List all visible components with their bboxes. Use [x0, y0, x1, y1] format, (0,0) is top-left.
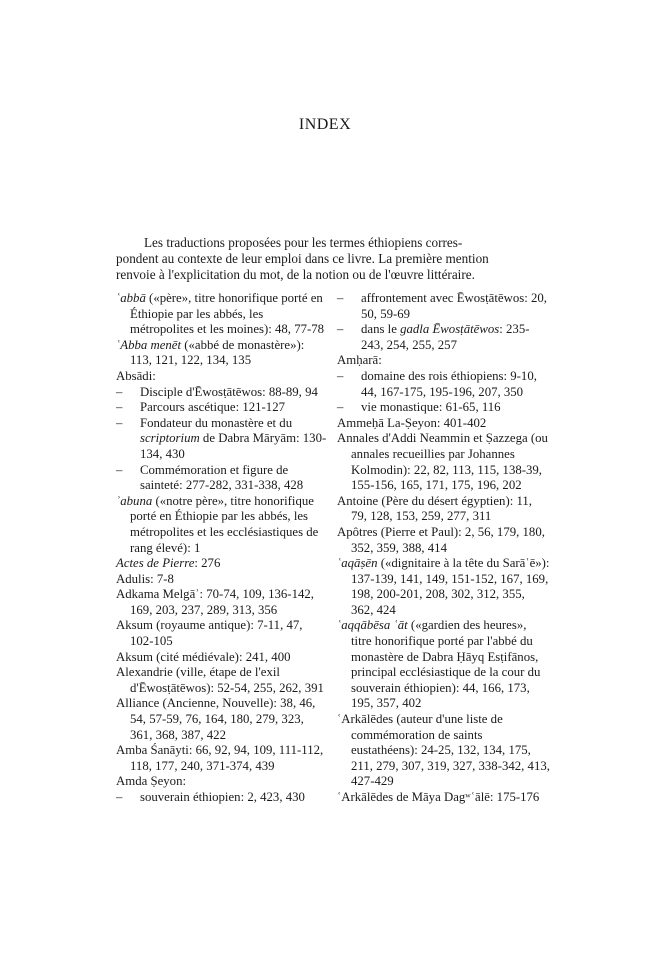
index-entry: [337, 618, 550, 712]
index-text: affrontement avec Ēwosṭātēwos: 20, 50, 59-69: [361, 291, 547, 321]
index-text: Disciple d'Ēwosṭātēwos: 88-89, 94: [140, 384, 318, 399]
index-text: souverain éthiopien: 2, 423, 430: [140, 790, 305, 804]
index-entry: [116, 572, 329, 588]
subentry-dash: –: [116, 790, 123, 804]
index-entry: [116, 696, 329, 743]
index-entry: [116, 743, 329, 774]
index-text: Adulis: 7-8: [116, 571, 174, 586]
index-subentry: [337, 400, 550, 416]
index-text: Amda Ṣeyon:: [116, 774, 187, 789]
intro-paragraph: [116, 235, 552, 283]
subentry-dash: –: [337, 291, 344, 305]
index-text: Aksum (royaume antique): 7-11, 47, 102-105: [116, 618, 303, 649]
index-entry: [337, 416, 550, 432]
intro-line: Les traductions proposées pour les termes éthiopiens corres-: [144, 235, 463, 250]
index-text: Alliance (Ancienne, Nouvelle): 38, 46, 54, 57-59, 76, 164, 180, 279, 323, 361, 368, 387, 422: [116, 696, 316, 742]
index-entry: [337, 712, 550, 790]
index-column-left: [116, 291, 329, 806]
intro-line: pondent au contexte de leur emploi dans ce livre. La première mention: [116, 251, 489, 266]
index-text: Amba Śanāyti: 66, 92, 94, 109, 111-112, 118, 177, 240, 371-374, 439: [116, 743, 324, 773]
index-entry: [116, 587, 329, 618]
index-text: ʿArkālēdes (auteur d'une liste de commémoration de saints eustathéens): 24-25, 132, 134, 175, 211, 279, 307, 319, 327, 338-342, 413, 427-429: [337, 712, 550, 789]
subentry-dash: –: [116, 400, 123, 415]
index-text: ʿArkālēdes de Māya Dagʷʿālē: 175-176: [337, 790, 540, 804]
index-text: Alexandrie (ville, étape de l'exil d'Ēwosṭātēwos): 52-54, 255, 262, 391: [116, 665, 324, 695]
index-entry: [337, 556, 550, 618]
index-text: Ammeḥā La-Ṣeyon: 401-402: [337, 415, 487, 430]
intro-line: renvoie à l'explicitation du mot, de la notion ou de l'œuvre littéraire.: [116, 267, 475, 282]
index-text: («abbé de monastère»): 113, 121, 122, 134, 135: [130, 337, 305, 368]
index-subentry: [116, 400, 329, 416]
index-text: Actes de Pierre: [116, 556, 195, 571]
index-text: Aksum (cité médiévale): 241, 400: [116, 649, 291, 664]
page-title: INDEX: [298, 116, 352, 133]
index-text: Parcours ascétique: 121-127: [140, 400, 285, 415]
index-subentry: [337, 322, 550, 353]
index-entry: [116, 556, 329, 572]
index-column-right: [337, 291, 550, 806]
index-text: scriptorium: [140, 431, 200, 446]
index-text: («gardien des heures», titre honorifique porté par l'abbé du monastère de Dabra Ḥāyq Esṭifānos, principal ecclésiastique de la cour du souverain éthiopien): 44, 166, 173, 195, 357, 402: [351, 618, 541, 711]
index-text: de Dabra Māryām: 130-134, 430: [140, 431, 327, 461]
index-entry: [337, 431, 550, 493]
index-subentry: [116, 790, 329, 806]
index-entry: [337, 790, 550, 806]
index-text: Absādi:: [116, 368, 156, 383]
subentry-dash: –: [337, 368, 344, 383]
index-entry: [116, 650, 329, 666]
index-text: dans le: [361, 322, 401, 337]
index-text: domaine des rois éthiopiens: 9-10, 44, 167-175, 195-196, 207, 350: [361, 368, 537, 399]
subentry-dash: –: [337, 322, 344, 337]
index-subentry: [116, 416, 329, 463]
index-entry: [116, 665, 329, 696]
index-text: ʿabbā: [116, 291, 146, 305]
index-subentry: [116, 385, 329, 401]
subentry-dash: –: [337, 400, 344, 415]
index-text: Apôtres (Pierre et Paul): 2, 56, 179, 180, 352, 359, 388, 414: [337, 524, 545, 555]
index-subentry: [337, 291, 550, 322]
index-text: : 235-243, 254, 255, 257: [361, 322, 530, 352]
index-entry: [116, 338, 329, 369]
index-entry: [116, 774, 329, 790]
index-text: Antoine (Père du désert égyptien): 11, 79, 128, 153, 259, 277, 311: [337, 493, 532, 524]
subentry-dash: –: [116, 462, 123, 477]
subentry-dash: –: [116, 384, 123, 399]
index-entry: [116, 291, 329, 338]
index-text: («père», titre honorifique porté en Éthiopie par les abbés, les métropolites et les moines): 48, 77-78: [130, 291, 325, 337]
index-text: ʾabuna: [116, 493, 153, 508]
index-text: Annales d'Addi Neammin et Ṣazzega (ou annales recueillies par Johannes Kolmodin): 22, 82, 113, 115, 138-39, 155-156, 165, 171, 175, 196, 202: [337, 431, 548, 493]
index-text: vie monastique: 61-65, 116: [361, 400, 501, 415]
index-text: Amḥarā:: [337, 353, 382, 368]
index-text: Adkama Melgāʾ: 70-74, 109, 136-142, 169, 203, 237, 289, 313, 356: [116, 587, 314, 617]
index-subentry: [337, 369, 550, 400]
index-text: ʿaqāṣēn: [337, 556, 378, 571]
index-entry: [116, 494, 329, 556]
index-text: gadla Ēwosṭātēwos: [400, 322, 500, 337]
index-entry: [337, 494, 550, 525]
index-entry: [116, 369, 329, 385]
index-text: Fondateur du monastère et du: [140, 415, 293, 430]
index-text: ʿAbba menēt: [116, 337, 182, 352]
index-text: ʿaqqābēsa ʿāt: [337, 618, 408, 633]
index-text: Commémoration et figure de sainteté: 277-282, 331-338, 428: [140, 462, 304, 493]
index-text: : 276: [194, 556, 221, 571]
index-entry: [116, 618, 329, 649]
index-text: («dignitaire à la tête du Sarāʿē»): 137-139, 141, 149, 151-152, 167, 169, 198, 200-201, 208, 302, 312, 355, 362, 424: [351, 556, 550, 617]
subentry-dash: –: [116, 415, 123, 430]
index-entry: [337, 525, 550, 556]
index-subentry: [116, 463, 329, 494]
index-entry: [337, 353, 550, 369]
index-text: («notre père», titre honorifique porté en Éthiopie par les abbés, les métropolites et les ecclésiastiques de rang élevé): 1: [130, 493, 319, 555]
